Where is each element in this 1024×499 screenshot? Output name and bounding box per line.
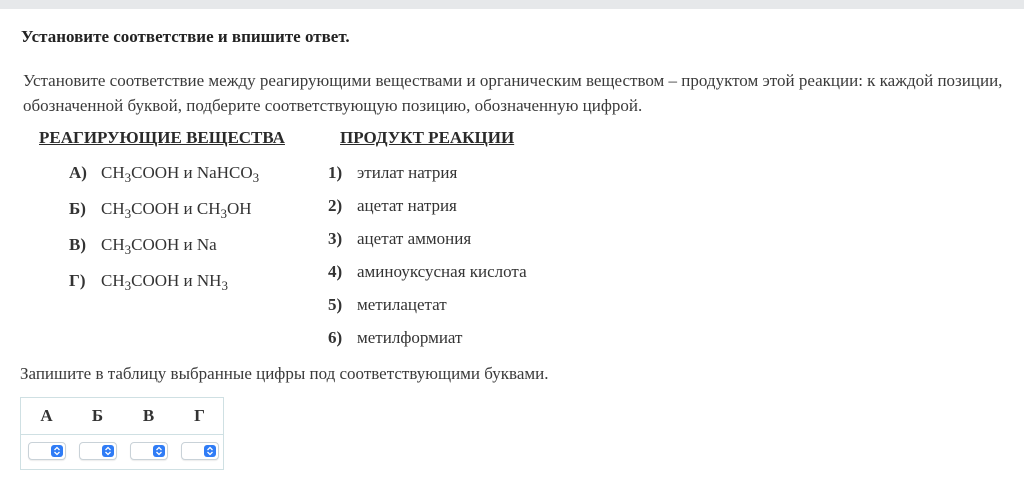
- answer-select-b[interactable]: [79, 442, 117, 460]
- product-row-3: [328, 228, 471, 250]
- reagent-subscript: 3: [124, 170, 132, 185]
- answer-column-v: В: [142, 406, 155, 425]
- reagent-letter: Б): [69, 199, 86, 218]
- products-header: ПРОДУКТ РЕАКЦИИ: [340, 128, 515, 147]
- question-title: Установите соответствие и впишите ответ.: [21, 27, 350, 46]
- reagent-formula-part: CH: [101, 199, 125, 218]
- reagent-formula-part: COOH и Na: [131, 235, 217, 254]
- product-text: метилацетат: [357, 295, 447, 314]
- select-stepper-icon: [153, 445, 165, 457]
- reagent-letter: В): [69, 235, 86, 254]
- reagent-formula-part: COOH и NH: [131, 271, 222, 290]
- product-text: аминоуксусная кислота: [357, 262, 527, 281]
- reagent-formula-part: CH: [101, 235, 125, 254]
- reagent-formula-part: CH: [101, 271, 125, 290]
- reagent-subscript: 3: [220, 206, 228, 221]
- answer-table-header: [21, 398, 223, 435]
- reagent-formula-part: OH: [227, 199, 252, 218]
- answer-instruction: Запишите в таблицу выбранные цифры под соответствующими буквами.: [20, 364, 549, 383]
- product-number: 3): [328, 229, 343, 248]
- reagent-subscript: 3: [124, 242, 132, 257]
- product-number: 2): [328, 196, 343, 215]
- product-text: ацетат натрия: [357, 196, 457, 215]
- product-row-5: [328, 294, 447, 316]
- select-stepper-icon: [204, 445, 216, 457]
- product-row-4: [328, 261, 527, 283]
- product-number: 4): [328, 262, 343, 281]
- question-instruction: Установите соответствие между реагирующими веществами и органическим веществом – продуктом этой реакции: к каждой позиции, обозначенной буквой, подберите соответствующую позицию, обозначенную цифрой.: [23, 71, 1003, 115]
- product-text: ацетат аммония: [357, 229, 472, 248]
- reagent-letter: А): [69, 163, 87, 182]
- reagent-subscript: 3: [124, 206, 132, 221]
- top-strip: [0, 0, 1024, 9]
- select-stepper-icon: [102, 445, 114, 457]
- select-stepper-icon: [51, 445, 63, 457]
- reagent-row-a: [69, 162, 259, 184]
- answer-select-a[interactable]: [28, 442, 66, 460]
- reagent-subscript: 3: [124, 278, 132, 293]
- reagents-header: РЕАГИРУЮЩИЕ ВЕЩЕСТВА: [39, 128, 285, 147]
- reagent-subscript: 3: [252, 170, 260, 185]
- answer-select-g[interactable]: [181, 442, 219, 460]
- answer-column-b: Б: [91, 406, 104, 425]
- reagent-row-b: [69, 198, 252, 220]
- answer-select-v[interactable]: [130, 442, 168, 460]
- product-text: этилат натрия: [357, 163, 458, 182]
- product-row-6: [328, 327, 462, 349]
- product-number: 5): [328, 295, 343, 314]
- product-row-2: [328, 195, 457, 217]
- reagent-formula-part: COOH и NaHCO: [131, 163, 253, 182]
- reagent-subscript: 3: [221, 278, 228, 293]
- reagent-row-v: [69, 234, 217, 256]
- answer-column-a: А: [40, 406, 53, 425]
- reagent-row-g: [69, 270, 228, 292]
- product-text: метилформиат: [357, 328, 463, 347]
- answer-table: [20, 397, 224, 470]
- reagent-formula-part: CH: [101, 163, 125, 182]
- product-row-1: [328, 162, 457, 184]
- product-number: 1): [328, 163, 343, 182]
- reagent-letter: Г): [69, 271, 86, 290]
- product-number: 6): [328, 328, 343, 347]
- answer-column-g: Г: [194, 406, 205, 425]
- reagent-formula-part: COOH и CH: [131, 199, 221, 218]
